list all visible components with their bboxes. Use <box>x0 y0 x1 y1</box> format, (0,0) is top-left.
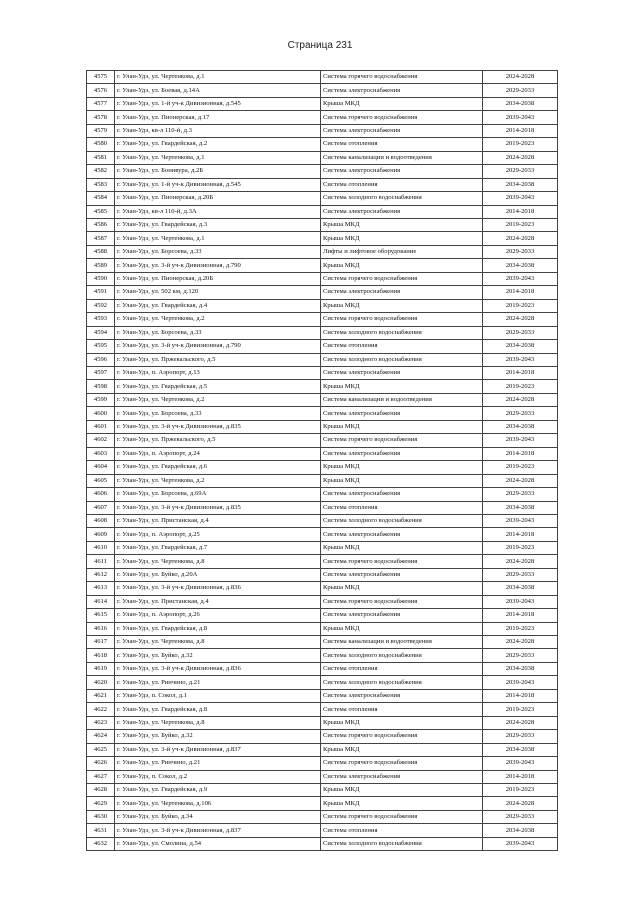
table-row <box>87 568 558 581</box>
cell-period: 2034-2038 <box>483 743 558 756</box>
table-row <box>87 192 558 205</box>
cell-number: 4601 <box>87 420 115 433</box>
cell-address: г. Улан-Удэ, ул. Бонивура, д.2Б <box>115 165 321 178</box>
cell-number: 4615 <box>87 609 115 622</box>
cell-address: г. Улан-Удэ, ул. Буйко, д.20А <box>115 568 321 581</box>
cell-work-type: Система канализации и водоотведения <box>321 393 483 406</box>
cell-number: 4598 <box>87 380 115 393</box>
cell-number: 4618 <box>87 649 115 662</box>
cell-work-type: Крыша МКД <box>321 541 483 554</box>
table-row <box>87 541 558 554</box>
table-row <box>87 205 558 218</box>
cell-address: г. Улан-Удэ, ул. Буйко, д.34 <box>115 810 321 823</box>
cell-period: 2039-2043 <box>483 111 558 124</box>
table-row <box>87 501 558 514</box>
table-row <box>87 366 558 379</box>
cell-period: 2014-2018 <box>483 770 558 783</box>
table-row <box>87 434 558 447</box>
cell-period: 2019-2023 <box>483 138 558 151</box>
cell-work-type: Система канализации и водоотведения <box>321 636 483 649</box>
table-row <box>87 703 558 716</box>
cell-number: 4609 <box>87 528 115 541</box>
cell-work-type: Система горячего водоснабжения <box>321 71 483 84</box>
cell-work-type: Система электроснабжения <box>321 689 483 702</box>
table-row <box>87 138 558 151</box>
cell-work-type: Крыша МКД <box>321 97 483 110</box>
cell-period: 2029-2033 <box>483 649 558 662</box>
cell-number: 4630 <box>87 810 115 823</box>
cell-address: г. Улан-Удэ, ул. Чертенкова, д.2 <box>115 393 321 406</box>
cell-number: 4605 <box>87 474 115 487</box>
cell-period: 2029-2033 <box>483 84 558 97</box>
cell-work-type: Система электроснабжения <box>321 528 483 541</box>
cell-address: г. Улан-Удэ, ул. Смолина, д.54 <box>115 837 321 850</box>
cell-work-type: Крыша МКД <box>321 232 483 245</box>
table-row <box>87 380 558 393</box>
cell-work-type: Система холодного водоснабжения <box>321 649 483 662</box>
cell-address: г. Улан-Удэ, ул. Ринчино, д.21 <box>115 676 321 689</box>
table-row <box>87 326 558 339</box>
cell-work-type: Система электроснабжения <box>321 407 483 420</box>
cell-address: г. Улан-Удэ, ул. Пристанская, д.4 <box>115 595 321 608</box>
cell-number: 4597 <box>87 366 115 379</box>
cell-address: г. Улан-Удэ, ул. Буйко, д.32 <box>115 649 321 662</box>
cell-number: 4621 <box>87 689 115 702</box>
cell-address: г. Улан-Удэ, п. Сокол, д.1 <box>115 689 321 702</box>
cell-work-type: Система электроснабжения <box>321 488 483 501</box>
table-row <box>87 420 558 433</box>
cell-number: 4584 <box>87 192 115 205</box>
cell-work-type: Крыша МКД <box>321 474 483 487</box>
table-row <box>87 689 558 702</box>
cell-number: 4599 <box>87 393 115 406</box>
cell-address: г. Улан-Удэ, ул. Чертенкова, д.8 <box>115 716 321 729</box>
cell-work-type: Система отопления <box>321 178 483 191</box>
cell-number: 4610 <box>87 541 115 554</box>
cell-work-type: Система горячего водоснабжения <box>321 730 483 743</box>
cell-work-type: Система отопления <box>321 703 483 716</box>
cell-address: г. Улан-Удэ, ул. Чертенкова, д.8 <box>115 555 321 568</box>
cell-number: 4613 <box>87 582 115 595</box>
cell-address: г. Улан-Удэ, ул. 3-й уч-к Дивизионная, д.837 <box>115 743 321 756</box>
cell-period: 2039-2043 <box>483 192 558 205</box>
cell-address: г. Улан-Удэ, ул. 1-й уч-к Дивизионная, д.545 <box>115 178 321 191</box>
cell-period: 2039-2043 <box>483 272 558 285</box>
cell-work-type: Система отопления <box>321 138 483 151</box>
table-row <box>87 232 558 245</box>
cell-number: 4631 <box>87 824 115 837</box>
cell-number: 4585 <box>87 205 115 218</box>
table-row <box>87 340 558 353</box>
cell-period: 2039-2043 <box>483 757 558 770</box>
table-row <box>87 407 558 420</box>
cell-period: 2039-2043 <box>483 676 558 689</box>
table-row <box>87 84 558 97</box>
cell-period: 2014-2018 <box>483 124 558 137</box>
cell-number: 4575 <box>87 71 115 84</box>
table-row <box>87 757 558 770</box>
table-row <box>87 784 558 797</box>
cell-work-type: Система канализации и водоотведения <box>321 151 483 164</box>
cell-number: 4577 <box>87 97 115 110</box>
cell-address: г. Улан-Удэ, ул. 1-й уч-к Дивизионная, д.545 <box>115 97 321 110</box>
cell-address: г. Улан-Удэ, кв-л 110-й, д.3 <box>115 124 321 137</box>
cell-address: г. Улан-Удэ, ул. Гвардейская, д.8 <box>115 703 321 716</box>
table-row <box>87 662 558 675</box>
cell-period: 2019-2023 <box>483 218 558 231</box>
cell-period: 2039-2043 <box>483 514 558 527</box>
table-row <box>87 393 558 406</box>
cell-work-type: Крыша МКД <box>321 218 483 231</box>
cell-work-type: Система горячего водоснабжения <box>321 111 483 124</box>
cell-address: г. Улан-Удэ, п. Аэропорт, д.13 <box>115 366 321 379</box>
cell-address: г. Улан-Удэ, ул. Борсоева, д.69А <box>115 488 321 501</box>
cell-work-type: Система холодного водоснабжения <box>321 192 483 205</box>
cell-address: г. Улан-Удэ, ул. Гвардейская, д.2 <box>115 138 321 151</box>
cell-address: г. Улан-Удэ, ул. Гвардейская, д.3 <box>115 218 321 231</box>
cell-work-type: Система горячего водоснабжения <box>321 595 483 608</box>
cell-address: г. Улан-Удэ, ул. Пристанская, д.4 <box>115 514 321 527</box>
cell-address: г. Улан-Удэ, ул. Пржевальского, д.5 <box>115 434 321 447</box>
cell-number: 4624 <box>87 730 115 743</box>
cell-work-type: Крыша МКД <box>321 259 483 272</box>
cell-period: 2019-2023 <box>483 299 558 312</box>
cell-address: г. Улан-Удэ, п. Аэропорт, д.26 <box>115 609 321 622</box>
cell-address: г. Улан-Удэ, ул. Пионерская, д.20Б <box>115 192 321 205</box>
table-row <box>87 582 558 595</box>
cell-work-type: Лифты и лифтовое оборудование <box>321 245 483 258</box>
table-row <box>87 676 558 689</box>
cell-period: 2039-2043 <box>483 434 558 447</box>
cell-address: г. Улан-Удэ, ул. Борсоева, д.33 <box>115 245 321 258</box>
table-row <box>87 272 558 285</box>
cell-period: 2039-2043 <box>483 595 558 608</box>
cell-number: 4616 <box>87 622 115 635</box>
cell-period: 2029-2033 <box>483 407 558 420</box>
table-row <box>87 71 558 84</box>
cell-period: 2024-2028 <box>483 71 558 84</box>
cell-period: 2034-2038 <box>483 97 558 110</box>
cell-number: 4608 <box>87 514 115 527</box>
table-row <box>87 636 558 649</box>
cell-address: г. Улан-Удэ, п. Аэропорт, д.25 <box>115 528 321 541</box>
cell-period: 2019-2023 <box>483 784 558 797</box>
cell-address: г. Улан-Удэ, ул. 3-й уч-к Дивизионная, д.835 <box>115 501 321 514</box>
cell-period: 2034-2038 <box>483 501 558 514</box>
cell-address: г. Улан-Удэ, ул. Буйко, д.32 <box>115 730 321 743</box>
cell-period: 2019-2023 <box>483 380 558 393</box>
cell-number: 4611 <box>87 555 115 568</box>
table-row <box>87 797 558 810</box>
cell-period: 2029-2033 <box>483 245 558 258</box>
cell-period: 2014-2018 <box>483 528 558 541</box>
table-row <box>87 447 558 460</box>
cell-number: 4596 <box>87 353 115 366</box>
cell-work-type: Система отопления <box>321 662 483 675</box>
cell-address: г. Улан-Удэ, ул. Гвардейская, д.9 <box>115 784 321 797</box>
cell-work-type: Система электроснабжения <box>321 165 483 178</box>
cell-address: г. Улан-Удэ, ул. 3-й уч-к Дивизионная, д.790 <box>115 259 321 272</box>
table-row <box>87 770 558 783</box>
cell-work-type: Крыша МКД <box>321 797 483 810</box>
cell-work-type: Система горячего водоснабжения <box>321 757 483 770</box>
cell-number: 4581 <box>87 151 115 164</box>
cell-number: 4602 <box>87 434 115 447</box>
cell-period: 2034-2038 <box>483 662 558 675</box>
table-row <box>87 555 558 568</box>
cell-number: 4578 <box>87 111 115 124</box>
cell-period: 2014-2018 <box>483 205 558 218</box>
cell-address: г. Улан-Удэ, ул. Гвардейская, д.5 <box>115 380 321 393</box>
table-row <box>87 595 558 608</box>
cell-period: 2014-2018 <box>483 609 558 622</box>
cell-number: 4592 <box>87 299 115 312</box>
cell-work-type: Система электроснабжения <box>321 124 483 137</box>
cell-period: 2029-2033 <box>483 326 558 339</box>
cell-address: г. Улан-Удэ, ул. Пионерская, д.17 <box>115 111 321 124</box>
cell-address: г. Улан-Удэ, ул. 3-й уч-к Дивизионная, д.836 <box>115 662 321 675</box>
table-row <box>87 649 558 662</box>
cell-period: 2029-2033 <box>483 568 558 581</box>
cell-number: 4604 <box>87 461 115 474</box>
cell-period: 2034-2038 <box>483 259 558 272</box>
cell-number: 4612 <box>87 568 115 581</box>
cell-period: 2034-2038 <box>483 420 558 433</box>
cell-work-type: Система отопления <box>321 501 483 514</box>
table-row <box>87 178 558 191</box>
cell-address: г. Улан-Удэ, ул. Борсоева, д.33 <box>115 326 321 339</box>
cell-number: 4607 <box>87 501 115 514</box>
cell-work-type: Крыша МКД <box>321 461 483 474</box>
cell-period: 2014-2018 <box>483 447 558 460</box>
cell-number: 4579 <box>87 124 115 137</box>
cell-work-type: Система электроснабжения <box>321 205 483 218</box>
table-row <box>87 622 558 635</box>
table-row <box>87 514 558 527</box>
cell-period: 2024-2028 <box>483 232 558 245</box>
table-row <box>87 151 558 164</box>
cell-number: 4595 <box>87 340 115 353</box>
table-row <box>87 824 558 837</box>
table-row <box>87 124 558 137</box>
cell-number: 4576 <box>87 84 115 97</box>
cell-period: 2029-2033 <box>483 810 558 823</box>
cell-work-type: Система холодного водоснабжения <box>321 326 483 339</box>
cell-address: г. Улан-Удэ, ул. Пржевальского, д.5 <box>115 353 321 366</box>
cell-work-type: Система горячего водоснабжения <box>321 434 483 447</box>
cell-address: г. Улан-Удэ, ул. Чертенкова, д.2 <box>115 313 321 326</box>
cell-work-type: Система холодного водоснабжения <box>321 676 483 689</box>
cell-work-type: Система отопления <box>321 340 483 353</box>
cell-number: 4594 <box>87 326 115 339</box>
cell-work-type: Крыша МКД <box>321 420 483 433</box>
cell-number: 4614 <box>87 595 115 608</box>
cell-work-type: Система горячего водоснабжения <box>321 810 483 823</box>
cell-work-type: Система холодного водоснабжения <box>321 514 483 527</box>
cell-work-type: Крыша МКД <box>321 743 483 756</box>
cell-work-type: Система горячего водоснабжения <box>321 272 483 285</box>
cell-work-type: Система электроснабжения <box>321 84 483 97</box>
works-table <box>86 70 558 851</box>
cell-period: 2029-2033 <box>483 488 558 501</box>
cell-number: 4632 <box>87 837 115 850</box>
cell-address: г. Улан-Удэ, ул. Чертенкова, д.1 <box>115 71 321 84</box>
cell-number: 4622 <box>87 703 115 716</box>
cell-period: 2029-2033 <box>483 165 558 178</box>
cell-number: 4600 <box>87 407 115 420</box>
cell-work-type: Крыша МКД <box>321 380 483 393</box>
cell-period: 2034-2038 <box>483 582 558 595</box>
cell-number: 4606 <box>87 488 115 501</box>
table-row <box>87 299 558 312</box>
cell-period: 2029-2033 <box>483 730 558 743</box>
cell-address: г. Улан-Удэ, ул. 3-й уч-к Дивизионная, д.837 <box>115 824 321 837</box>
cell-number: 4603 <box>87 447 115 460</box>
cell-address: г. Улан-Удэ, ул. Боевая, д.14А <box>115 84 321 97</box>
table-row <box>87 245 558 258</box>
cell-address: г. Улан-Удэ, п. Сокол, д.2 <box>115 770 321 783</box>
table-row <box>87 97 558 110</box>
cell-period: 2034-2038 <box>483 178 558 191</box>
cell-period: 2019-2023 <box>483 461 558 474</box>
cell-number: 4582 <box>87 165 115 178</box>
cell-number: 4628 <box>87 784 115 797</box>
table-row <box>87 111 558 124</box>
cell-work-type: Система электроснабжения <box>321 366 483 379</box>
cell-period: 2024-2028 <box>483 555 558 568</box>
table-row <box>87 218 558 231</box>
cell-work-type: Система горячего водоснабжения <box>321 313 483 326</box>
table-row <box>87 259 558 272</box>
cell-work-type: Система электроснабжения <box>321 609 483 622</box>
cell-period: 2014-2018 <box>483 286 558 299</box>
cell-number: 4623 <box>87 716 115 729</box>
table-row <box>87 837 558 850</box>
cell-address: г. Улан-Удэ, ул. Ринчино, д.21 <box>115 757 321 770</box>
cell-work-type: Крыша МКД <box>321 299 483 312</box>
cell-period: 2014-2018 <box>483 689 558 702</box>
cell-period: 2024-2028 <box>483 313 558 326</box>
cell-number: 4591 <box>87 286 115 299</box>
table-row <box>87 286 558 299</box>
cell-address: г. Улан-Удэ, ул. 3-й уч-к Дивизионная, д.835 <box>115 420 321 433</box>
cell-number: 4589 <box>87 259 115 272</box>
cell-number: 4626 <box>87 757 115 770</box>
cell-number: 4620 <box>87 676 115 689</box>
cell-address: г. Улан-Удэ, ул. Чертенкова, д.1 <box>115 232 321 245</box>
cell-period: 2034-2038 <box>483 824 558 837</box>
cell-period: 2024-2028 <box>483 474 558 487</box>
cell-address: г. Улан-Удэ, кв-л 110-й, д.3А <box>115 205 321 218</box>
cell-work-type: Крыша МКД <box>321 582 483 595</box>
cell-number: 4590 <box>87 272 115 285</box>
cell-number: 4593 <box>87 313 115 326</box>
cell-period: 2019-2023 <box>483 541 558 554</box>
cell-period: 2039-2043 <box>483 353 558 366</box>
table-row <box>87 730 558 743</box>
cell-work-type: Крыша МКД <box>321 622 483 635</box>
cell-address: г. Улан-Удэ, п. Аэропорт, д.24 <box>115 447 321 460</box>
cell-period: 2019-2023 <box>483 703 558 716</box>
cell-address: г. Улан-Удэ, ул. 3-й уч-к Дивизионная, д.790 <box>115 340 321 353</box>
cell-work-type: Система электроснабжения <box>321 286 483 299</box>
cell-period: 2024-2028 <box>483 393 558 406</box>
cell-period: 2024-2028 <box>483 636 558 649</box>
cell-address: г. Улан-Удэ, ул. Чертенкова, д.2 <box>115 474 321 487</box>
cell-number: 4588 <box>87 245 115 258</box>
cell-number: 4586 <box>87 218 115 231</box>
cell-work-type: Система электроснабжения <box>321 770 483 783</box>
cell-address: г. Улан-Удэ, ул. Гвардейская, д.8 <box>115 622 321 635</box>
table-row <box>87 810 558 823</box>
table-row <box>87 528 558 541</box>
cell-address: г. Улан-Удэ, ул. Чертенкова, д.106 <box>115 797 321 810</box>
cell-address: г. Улан-Удэ, ул. Чертенкова, д.1 <box>115 151 321 164</box>
cell-number: 4619 <box>87 662 115 675</box>
cell-work-type: Крыша МКД <box>321 784 483 797</box>
cell-address: г. Улан-Удэ, ул. 3-й уч-к Дивизионная, д.836 <box>115 582 321 595</box>
cell-work-type: Система электроснабжения <box>321 568 483 581</box>
table-row <box>87 313 558 326</box>
table-row <box>87 474 558 487</box>
cell-address: г. Улан-Удэ, ул. 502 км, д.120 <box>115 286 321 299</box>
cell-period: 2034-2038 <box>483 340 558 353</box>
cell-work-type: Система холодного водоснабжения <box>321 353 483 366</box>
cell-number: 4587 <box>87 232 115 245</box>
page-number-header: Страница 231 <box>287 40 353 51</box>
cell-period: 2024-2028 <box>483 797 558 810</box>
cell-number: 4625 <box>87 743 115 756</box>
cell-period: 2014-2018 <box>483 366 558 379</box>
cell-work-type: Система горячего водоснабжения <box>321 555 483 568</box>
cell-address: г. Улан-Удэ, ул. Пионерская, д.20Б <box>115 272 321 285</box>
cell-number: 4627 <box>87 770 115 783</box>
table-row <box>87 716 558 729</box>
cell-number: 4580 <box>87 138 115 151</box>
cell-number: 4617 <box>87 636 115 649</box>
cell-address: г. Улан-Удэ, ул. Гвардейская, д.6 <box>115 461 321 474</box>
table-row <box>87 353 558 366</box>
table-row <box>87 609 558 622</box>
table-row <box>87 743 558 756</box>
cell-address: г. Улан-Удэ, ул. Гвардейская, д.7 <box>115 541 321 554</box>
cell-work-type: Система холодного водоснабжения <box>321 837 483 850</box>
cell-address: г. Улан-Удэ, ул. Борсоева, д.33 <box>115 407 321 420</box>
cell-period: 2019-2023 <box>483 622 558 635</box>
cell-period: 2024-2028 <box>483 151 558 164</box>
cell-number: 4583 <box>87 178 115 191</box>
cell-address: г. Улан-Удэ, ул. Гвардейская, д.4 <box>115 299 321 312</box>
table-row <box>87 488 558 501</box>
cell-period: 2024-2028 <box>483 716 558 729</box>
cell-number: 4629 <box>87 797 115 810</box>
table-row <box>87 461 558 474</box>
cell-work-type: Крыша МКД <box>321 716 483 729</box>
cell-work-type: Система отопления <box>321 824 483 837</box>
cell-address: г. Улан-Удэ, ул. Чертенкова, д.8 <box>115 636 321 649</box>
cell-period: 2039-2043 <box>483 837 558 850</box>
cell-work-type: Система электроснабжения <box>321 447 483 460</box>
table-row <box>87 165 558 178</box>
